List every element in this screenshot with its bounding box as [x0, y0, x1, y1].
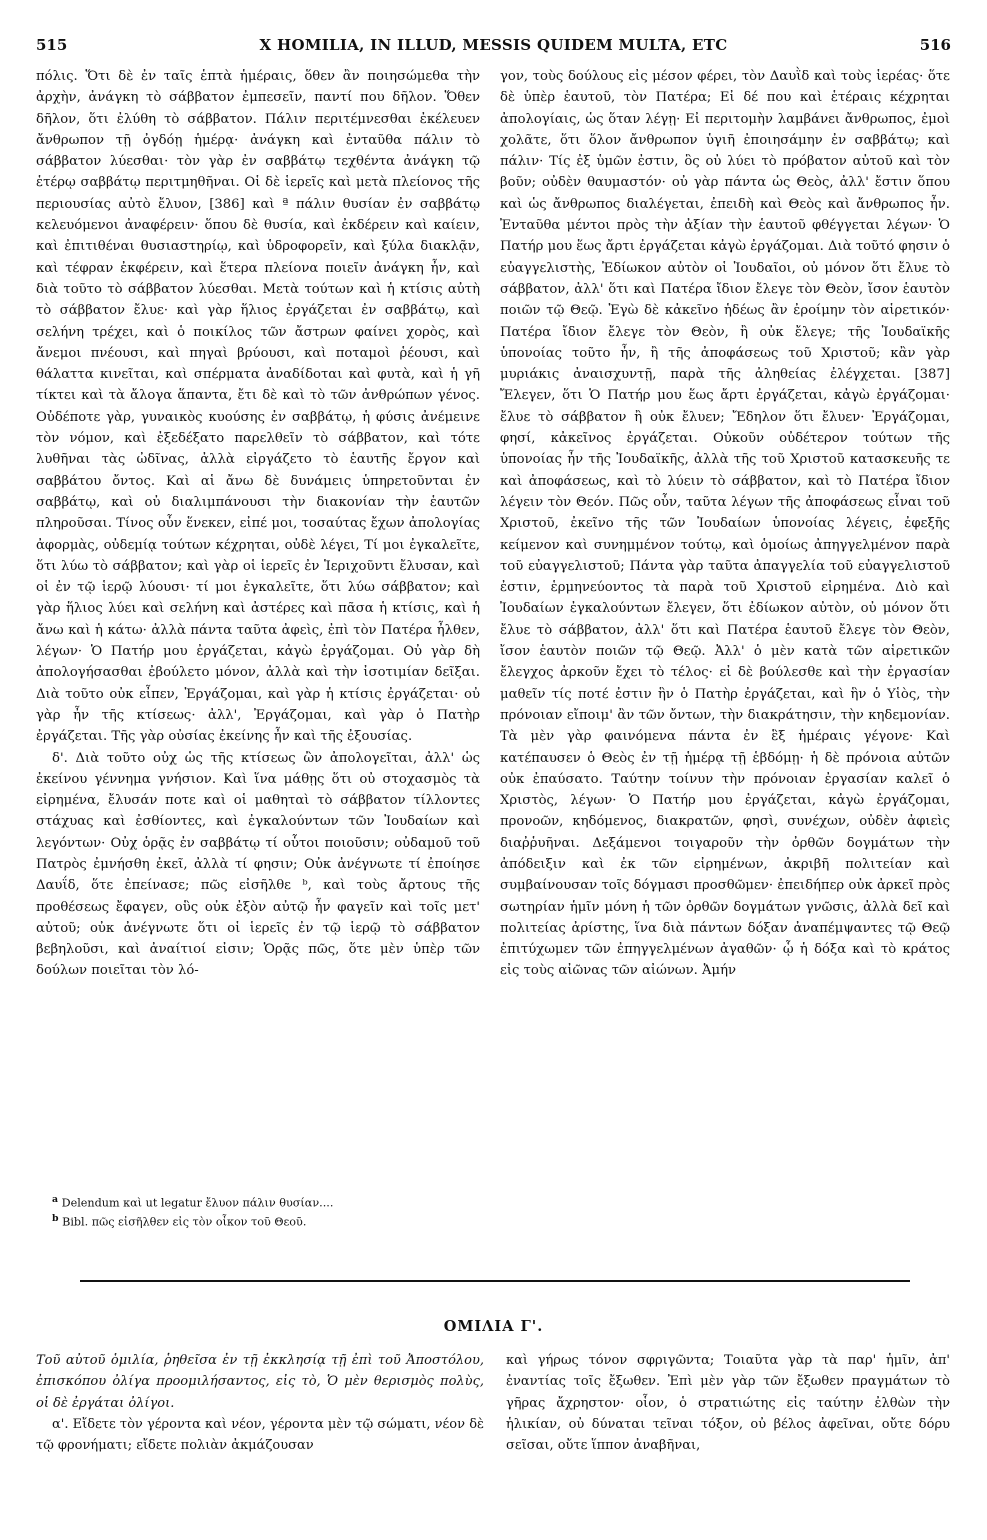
- homily-title: ΟΜΙΛΙΑ Γ'.: [443, 1318, 544, 1335]
- right-paragraph-1: γον, τοὺς δούλους εἰς μέσον φέρει, τὸν Δαυῒδ καὶ τοὺς ἱερέας· ὅτε δὲ ὑπὲρ ἑαυτοῦ, τὸν Πατέρα; Εἰ δέ που καὶ ἑτέραις κέχρηται ἀπολογίαις, ὡς ὅταν λέγῃ· Εἰ περιτομὴν λαμβάνει ἄνθρωπος, ἐμοὶ χολᾶτε, ὅτι ὅλον ἄνθρωπον ὑγιῆ ἐποιησάμην ἐν σαββάτῳ; καὶ πάλιν· Τίς ἐξ ὑμῶν ἐστιν, ὃς οὐ λύει τὸ πρόβατον αὐτοῦ καὶ τὸν βοῦν; οὐδὲν θαυμαστόν· οὐ γὰρ πάντα ὡς Θεὸς, ἀλλ' ἔστιν ὅπου καὶ ὡς ἄνθρωπος διαλέγεται, ἐπειδὴ καὶ Θεὸς καὶ ἄνθρωπος ἦν. Ἐνταῦθα μέντοι πρὸς τὴν ἀξίαν τὴν ἑαυτοῦ φθέγγεται λέγων· Ὁ Πατήρ μου ἕως ἄρτι ἐργάζεται κἀγὼ ἐργάζομαι. Διὰ τοῦτό φησιν ὁ εὐαγγελιστὴς, Ἐδίωκον αὐτὸν οἱ Ἰουδαῖοι, οὐ μόνον ὅτι ἔλυε τὸ σάββατον, ἀλλ' ὅτι καὶ Πατέρα ἴδιον ἔλεγε τὸν Θεὸν, ἴσον ἑαυτὸν ποιῶν τῷ Θεῷ. Ἐγὼ δὲ κἀκεῖνο ἡδέως ἂν ἐροίμην τὸν αἱρετικόν· Πατέρα ἴδιον ἔλεγε τὸν Θεὸν, ἢ οὐκ ἔλεγε; τῆς Ἰουδαϊκῆς ὑπονοίας τοῦτο ἦν, ἢ τῆς ἀποφάσεως τοῦ Χριστοῦ; κἂν γὰρ μυριάκις ἀναισχυντῇ, παρὰ τῆς ἀληθείας ἐλέγχεται. [387] Ἔλεγεν, ὅτι Ὁ Πατήρ μου ἕως ἄρτι ἐργάζεται, κἀγὼ ἐργάζομαι· ἔλυε τὸ σάββατον ἢ οὐκ ἔλυεν; Ἔδηλον ὅτι ἔλυεν· Ἐργάζομαι, φησί, κἀκεῖνος ἐργάζεται. Οὐκοῦν οὐδέτερον τούτων τῆς ὑπονοίας ἦν τῆς Ἰουδαϊκῆς, ἀλλὰ τῆς τοῦ Χριστοῦ κατασκευῆς τε καὶ ἀποφάσεως, καὶ τὸ λύειν τὸ σάββατον, καὶ τὸ Πατέρα ἴδιον λέγειν τὸν Θεόν. Πῶς οὖν, ταῦτα λέγων τῆς ἀποφάσεως εἶναι τοῦ Χριστοῦ, ἐκεῖνο τῆς τῶν Ἰουδαίων ὑπονοίας λέγεις, ἐφεξῆς κείμενον καὶ συνημμένον τούτῳ, καὶ ὁμοίως ἀπηγγελμένον παρὰ τοῦ εὐαγγελιστοῦ; Πάντα γὰρ ταῦτα ἀπαγγελία τοῦ εὐαγγελιστοῦ ἐστιν, ἑρμηνεύοντος τὰ παρὰ τοῦ Χριστοῦ εἰρημένα. Διὸ καὶ Ἰουδαίων ἐγκαλούντων ἔλεγεν, ὅτι ἐδίωκον αὐτὸν, οὐ μόνον ὅτι ἔλυε τὸ σάββατον, ἀλλ' ὅτι καὶ Πατέρα ἑαυτοῦ ἔλεγε τὸν Θεὸν, ἴσον ἑαυτὸν ποιῶν τῷ Θεῷ. Ἀλλ' ὁ μὲν κατὰ τῶν αἱρετικῶν ἔλεγχος ἀρκοῦν ἔχει τὸ τέλος· εἰ δὲ βούλεσθε καὶ τὴν ἐργασίαν μαθεῖν τίς ποτέ ἐστιν ἣν ὁ Πατὴρ ἐργάζεται, καὶ ἣν ὁ Υἱὸς, τὴν πρόνοιαν εἴποιμ' ἂν τῶν ὄντων, τὴν διακράτησιν, τὴν κηδεμονίαν. Τὰ μὲν γὰρ φαινόμενα πάντα ἐν ἓξ ἡμέραις γέγονε· Καὶ κατέπαυσεν ὁ Θεὸς ἐν τῇ ἡμέρᾳ τῇ ἑβδόμῃ· ἡ δὲ πρόνοια αὐτῶν οὐκ ἐπαύσατο. Ταύτην τοίνυν τὴν πρόνοιαν ἐργασίαν καλεῖ ὁ Χριστὸς, λέγων· Ὁ Πατήρ μου ἐργάζεται, κἀγὼ ἐργάζομαι, προνοῶν, κηδόμενος, διακρατῶν, φησὶ, συνέχων, οὐδὲν ἀφιεὶς διαῤῥυῆναι. Δεξάμενοι τοιγαροῦν τὴν ὀρθῶν δογμάτων τὴν ἀπόδειξιν καὶ ἐκ τῶν εἰρημένων, ἀκριβῆ πολιτείαν καὶ συμβαίνουσαν τοῖς δόγμασι προσθῶμεν· ἐπειδήπερ οὐκ ἀρκεῖ πρὸς σωτηρίαν ἡμῖν μόνη ἡ τῶν ὀρθῶν δογμάτων γνῶσις, ἀλλὰ δεῖ καὶ πολιτείας ἀρίστης, ἵνα διὰ πάντων δόξαν ἀναπέμψαντες τῷ Θεῷ ἐπιτύχωμεν τῶν ἐπηγγελμένων ἀγαθῶν· ᾧ ἡ δόξα καὶ τὸ κράτος εἰς τοὺς αἰῶνας τῶν αἰώνων. Ἀμήν: [500, 69, 950, 979]
- lower-right-column: [506, 1350, 950, 1530]
- page-number-right: 516: [919, 36, 951, 54]
- footnote-mark: b: [52, 1212, 59, 1224]
- footnote-text: Bibl. πῶς εἰσῆλθεν εἰς τὸν οἶκον τοῦ Θεοῦ.: [62, 1215, 307, 1229]
- footnote-text: Delendum καὶ ut legatur ἔλυον πάλιν θυσίαν....: [61, 1196, 334, 1210]
- footnote-mark: a: [52, 1194, 59, 1205]
- lower-left-column: [36, 1350, 484, 1530]
- footnote-b: [52, 1211, 482, 1230]
- running-title: X HOMILIA, IN ILLUD, MESSIS QUIDEM MULTA, ETC: [259, 36, 728, 54]
- lower-right-body: καὶ γήρως τόνον σφριγῶντα; Τοιαῦτα γὰρ τὰ παρ' ἡμῖν, ἀπ' ἐναντίας τοῖς ἔξωθεν. Ἐπὶ μὲν γὰρ τῶν ἔξωθεν πραγμάτων τὸ γῆρας ἄχρηστον· οἷον, ὁ στρατιώτης εἰς ταύτην ἐλθὼν τὴν ἡλικίαν, οὐ δύναται τεῖναι τόξον, οὐ βέλος ἀφεῖναι, οὔτε δόρυ σεῖσαι, οὔτε ἵππον ἀναβῆναι,: [506, 1353, 950, 1454]
- left-paragraph-1: πόλις. Ὅτι δὲ ἐν ταῖς ἑπτὰ ἡμέραις, ὅθεν ἂν ποιησώμεθα τὴν ἀρχὴν, ἀνάγκη τὸ σάββατον ἐμπεσεῖν, παντί που δῆλον. Ὅθεν δῆλον, ὅτι ἐλύθη τὸ σάββατον. Πάλιν περιτέμνεσθαι ἐκέλευεν ἄνθρωπον τῇ ὀγδόῃ ἡμέρᾳ· ἀνάγκη καὶ ἐνταῦθα πάλιν τὸ σάββατον λύεσθαι· τὸν γὰρ ἐν σαββάτῳ τεχθέντα ἀνάγκη τῷ ἑτέρῳ σαββάτῳ περιτμηθῆναι. Οἱ δὲ ἱερεῖς καὶ μετὰ πλείονος τῆς περιουσίας αὐτὸ ἔλυον, [386] καὶ ª πάλιν θυσίαν ἐν σαββάτῳ κελευόμενοι ἀναφέρειν· ὅπου δὲ θυσία, καὶ ἐκδέρειν καὶ καίειν, καὶ ἐπιτιθέναι θυσιαστηρίῳ, καὶ ὑδροφορεῖν, καὶ ξύλα διακλᾷν, καὶ τέφραν ἐκφέρειν, καὶ ἕτερα πλείονα ποιεῖν ἀνάγκη ἦν, καὶ διὰ τοῦτο τὸ σάββατον λύεσθαι. Μετὰ τούτων καὶ ἡ κτίσις αὐτὴ τὸ σάββατον ἔλυε· καὶ γὰρ ἥλιος ἐργάζεται ἐν σαββάτῳ, καὶ σελήνη τρέχει, καὶ ὁ ποικίλος τῶν ἄστρων φαίνει χορὸς, καὶ ἄνεμοι πνέουσι, καὶ πηγαὶ βρύουσι, καὶ ποταμοὶ ῥέουσι, καὶ θάλαττα κινεῖται, καὶ σπέρματα ἀναδίδοται καὶ φυτὰ, καὶ ἡ γῆ τίκτει καὶ τὰ ἄλογα ἅπαντα, ἔτι δὲ καὶ τὸ τῶν ἀνθρώπων γένος. Οὐδέποτε γὰρ, γυναικὸς κυούσης ἐν σαββάτῳ, ἡ φύσις ἀνέμεινε τὸν νόμον, καὶ ἐξεδέξατο παρελθεῖν τὸ σάββατον, καὶ τότε λυθῆναι τὰς ὠδῖνας, ἀλλὰ εἰργάζετο τὸ ἑαυτῆς ἔργον καὶ σαββάτου ὄντος. Καὶ αἱ ἄνω δὲ δυνάμεις ὑπηρετοῦνται ἐν σαββάτῳ, καὶ οὐ διαλιμπάνουσι τὴν διακονίαν τὴν ἑαυτῶν πληροῦσαι. Τίνος οὖν ἕνεκεν, εἰπέ μοι, τοσαύτας ἔχων ἀπολογίας ἀφορμὰς, οὐδεμίᾳ τούτων κέχρηται, οὐδὲ λέγει, Τί μοι ἐγκαλεῖτε, ὅτι λύω τὸ σάββατον; καὶ γὰρ οἱ ἱερεῖς ἐν Ἱεριχοῦντι ἔλυσαν, καὶ οἱ ἐν τῷ ἱερῷ λύουσι· τί μοι ἐγκαλεῖτε, ὅτι λύω σάββατον; καὶ γὰρ ἥλιος λύει καὶ σελήνη καὶ ἀστέρες καὶ πᾶσα ἡ κτίσις, καὶ ἡ ἄνω καὶ ἡ κάτω· ἀλλὰ πάντα ταῦτα ἀφεὶς, ἐπὶ τὸν Πατέρα ἦλθεν, λέγων· Ὁ Πατήρ μου ἐργάζεται, κἀγὼ ἐργάζομαι. Οὐ γὰρ δὴ ἀπολογήσασθαι ἐβούλετο μόνον, ἀλλὰ καὶ τὴν ἰσοτιμίαν δεῖξαι. Διὰ τοῦτο οὐκ εἶπεν, Ἐργάζομαι, καὶ γὰρ ἡ κτίσις ἐργάζεται· οὐ γὰρ ἦν τῆς κτίσεως· ἀλλ', Ἐργάζομαι, καὶ γὰρ ὁ Πατὴρ ἐργάζεται. Τῆς γὰρ οὐσίας ἐκείνης ἦν καὶ τῆς ἐξουσίας.: [36, 69, 480, 745]
- running-header: [36, 36, 951, 58]
- lower-left-body: α'. Εἴδετε τὸν γέροντα καὶ νέον, γέροντα μὲν τῷ σώματι, νέον δὲ τῷ φρονήματι; εἴδετε πολιὰν ἀκμάζουσαν: [36, 1416, 484, 1454]
- homily-heading: Τοῦ αὐτοῦ ὁμιλία, ῥηθεῖσα ἐν τῇ ἐκκλησίᾳ τῇ ἐπὶ τοῦ Ἀποστόλου, ἐπισκόπου ὀλίγα προομιλήσαντος, εἰς τὸ, Ὁ μὲν θερισμὸς πολὺς, οἱ δὲ ἐργάται ὀλίγοι.: [36, 1353, 484, 1411]
- footnote-a: [52, 1192, 482, 1211]
- page-number-left: 515: [36, 36, 68, 54]
- left-column: [36, 66, 480, 1190]
- left-paragraph-2: δ'. Διὰ τοῦτο οὐχ ὡς τῆς κτίσεως ὢν ἀπολογεῖται, ἀλλ' ὡς ἐκείνου γέννημα γνήσιον. Καὶ ἵνα μάθῃς ὅτι οὐ στοχασμὸς τὰ εἰρημένα, ἔλυσάν ποτε καὶ οἱ μαθηταὶ τὸ σάββατον τίλλοντες στάχυας καὶ ἐσθίοντες, καὶ ἐγκαλούντων τῶν Ἰουδαίων καὶ λεγόντων· Οὐχ ὁρᾷς ἐν σαββάτῳ τί οὗτοι ποιοῦσιν; οὐδαμοῦ τοῦ Πατρὸς ἐμνήσθη ἐκεῖ, ἀλλὰ τί φησιν; Οὐκ ἀνέγνωτε τί ἐποίησε Δαυΐδ, ὅτε ἐπείνασε; πῶς εἰσῆλθε ᵇ, καὶ τοὺς ἄρτους τῆς προθέσεως ἔφαγεν, οὓς οὐκ ἐξὸν αὐτῷ ἦν φαγεῖν καὶ τοῖς μετ' αὐτοῦ; οὐκ ἀνέγνωτε ὅτι οἱ ἱερεῖς ἐν τῷ ἱερῷ τὸ σάββατον βεβηλοῦσι, καὶ ἀναίτιοί εἰσιν; Ὁρᾷς πῶς, ὅτε μὲν ὑπὲρ τῶν δούλων ποιεῖται τὸν λό-: [36, 750, 480, 979]
- right-column: [500, 66, 950, 1190]
- section-divider: [80, 1280, 910, 1282]
- footnotes: [52, 1192, 482, 1229]
